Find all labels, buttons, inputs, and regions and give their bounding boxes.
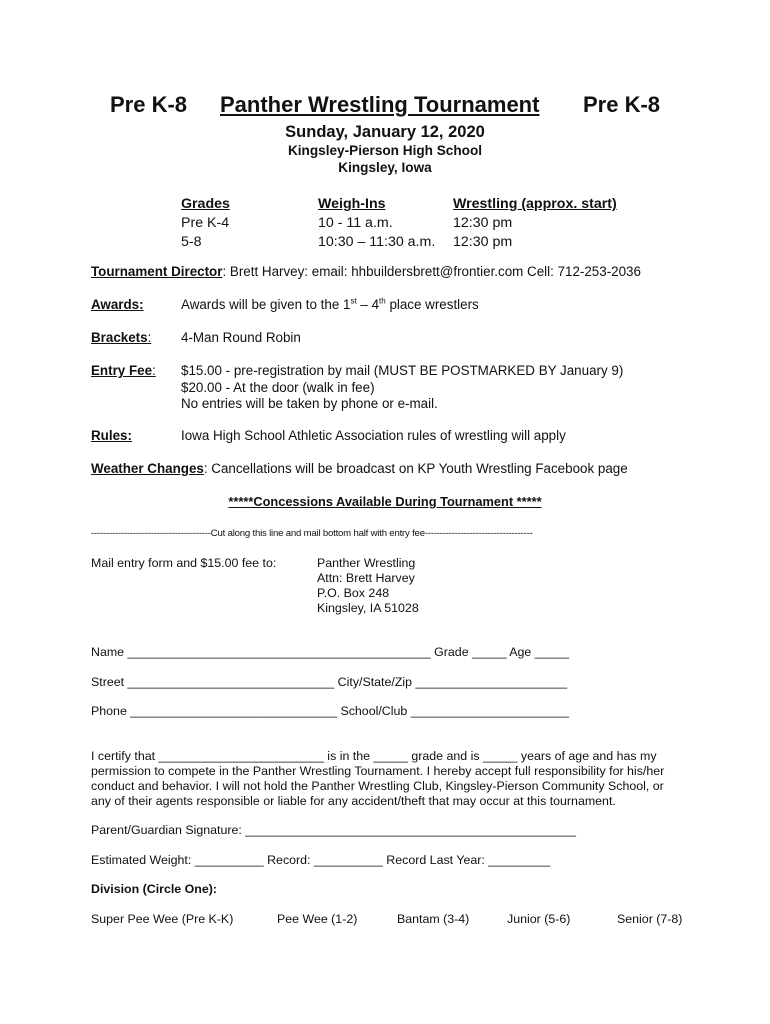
brackets-label: Brackets: <box>91 330 152 345</box>
division-senior[interactable]: Senior (7-8) <box>617 912 683 926</box>
grade-row-2: 5-8 <box>181 234 202 250</box>
division-super-pee-wee[interactable]: Super Pee Wee (Pre K-K) <box>91 912 234 926</box>
concessions-notice: *****Concessions Available During Tournament ***** <box>228 494 542 509</box>
brackets-value: 4-Man Round Robin <box>181 330 301 345</box>
entry-fee-details <box>181 363 623 413</box>
certify-line: permission to compete in the Panther Wrestling Tournament. I hereby accept full responsibility for his/her <box>91 764 665 778</box>
name-grade-age-field[interactable]: Name ____________________________________________ Grade _____ Age _____ <box>91 645 570 659</box>
weighins-column <box>318 195 435 252</box>
weighin-row-2: 10:30 – 11:30 a.m. <box>318 234 436 250</box>
address-line: Kingsley, IA 51028 <box>317 601 419 615</box>
weighins-header: Weigh-Ins <box>318 196 386 212</box>
division-bantam[interactable]: Bantam (3-4) <box>397 912 470 926</box>
tournament-director <box>91 264 641 279</box>
grades-header: Grades <box>181 196 230 212</box>
wrestling-header: Wrestling (approx. start) <box>453 196 617 212</box>
division-pee-wee[interactable]: Pee Wee (1-2) <box>277 912 358 926</box>
address-line: P.O. Box 248 <box>317 586 390 600</box>
weather-text: : Cancellations will be broadcast on KP Youth Wrestling Facebook page <box>203 461 628 476</box>
address-line: Panther Wrestling <box>317 556 416 570</box>
weighin-row-1: 10 - 11 a.m. <box>318 215 393 231</box>
grade-row-1: Pre K-4 <box>181 215 230 231</box>
title-row <box>0 92 770 122</box>
right-grade-tag: Pre K-8 <box>583 92 661 117</box>
division-label: Division (Circle One): <box>91 882 217 896</box>
entry-fee-line: No entries will be taken by phone or e-mail. <box>181 396 438 411</box>
weather-changes <box>91 461 628 476</box>
tournament-title: Panther Wrestling Tournament <box>220 92 540 117</box>
certify-line[interactable]: I certify that ________________________ is in the _____ grade and is _____ years of age and has my <box>91 749 657 763</box>
entry-fee-line: $20.00 - At the door (walk in fee) <box>181 379 375 395</box>
weather-label: Weather Changes <box>91 461 204 476</box>
cut-line: ----------------------------------------Cut along this line and mail bottom half with entry fee------------------------------------ <box>91 528 533 539</box>
start-row-2: 12:30 pm <box>453 234 513 250</box>
division-junior[interactable]: Junior (5-6) <box>507 912 571 926</box>
event-city: Kingsley, Iowa <box>338 160 432 175</box>
rules-value: Iowa High School Athletic Association rules of wrestling will apply <box>181 428 566 443</box>
signature-field[interactable]: Parent/Guardian Signature: ________________________________________________ <box>91 823 577 837</box>
weight-record-field[interactable]: Estimated Weight: __________ Record: __________ Record Last Year: _________ <box>91 853 551 867</box>
awards-label: Awards: <box>91 297 144 312</box>
certify-line: any of their agents responsible or liable for any accident/theft that may occur at this tournament. <box>91 794 616 808</box>
phone-school-field[interactable]: Phone ______________________________ School/Club _______________________ <box>91 704 570 718</box>
entry-fee-line: $15.00 - pre-registration by mail (MUST BE POSTMARKED BY January 9) <box>181 363 624 378</box>
director-label: Tournament Director <box>91 264 223 279</box>
certify-line: conduct and behavior. I will not hold the Panther Wrestling Club, Kingsley-Pierson Community School, or <box>91 779 664 793</box>
address-line: Attn: Brett Harvey <box>317 571 415 585</box>
wrestling-column <box>453 195 617 252</box>
event-venue: Kingsley-Pierson High School <box>287 143 483 158</box>
grades-column <box>181 195 230 252</box>
director-info: : Brett Harvey: email: hhbuildersbrett@frontier.com Cell: 712-253-2036 <box>222 264 641 279</box>
entry-fee-label: Entry Fee: <box>91 363 156 378</box>
left-grade-tag: Pre K-8 <box>110 92 188 117</box>
awards-value: Awards will be given to the 1st – 4th place wrestlers <box>181 296 479 312</box>
mail-instruction: Mail entry form and $15.00 fee to: <box>91 556 277 570</box>
event-date: Sunday, January 12, 2020 <box>285 123 485 141</box>
street-city-field[interactable]: Street ______________________________ City/State/Zip ______________________ <box>91 675 568 689</box>
certification-paragraph <box>91 749 664 809</box>
mail-address <box>317 556 419 616</box>
rules-label: Rules: <box>91 428 132 443</box>
start-row-1: 12:30 pm <box>453 215 513 231</box>
